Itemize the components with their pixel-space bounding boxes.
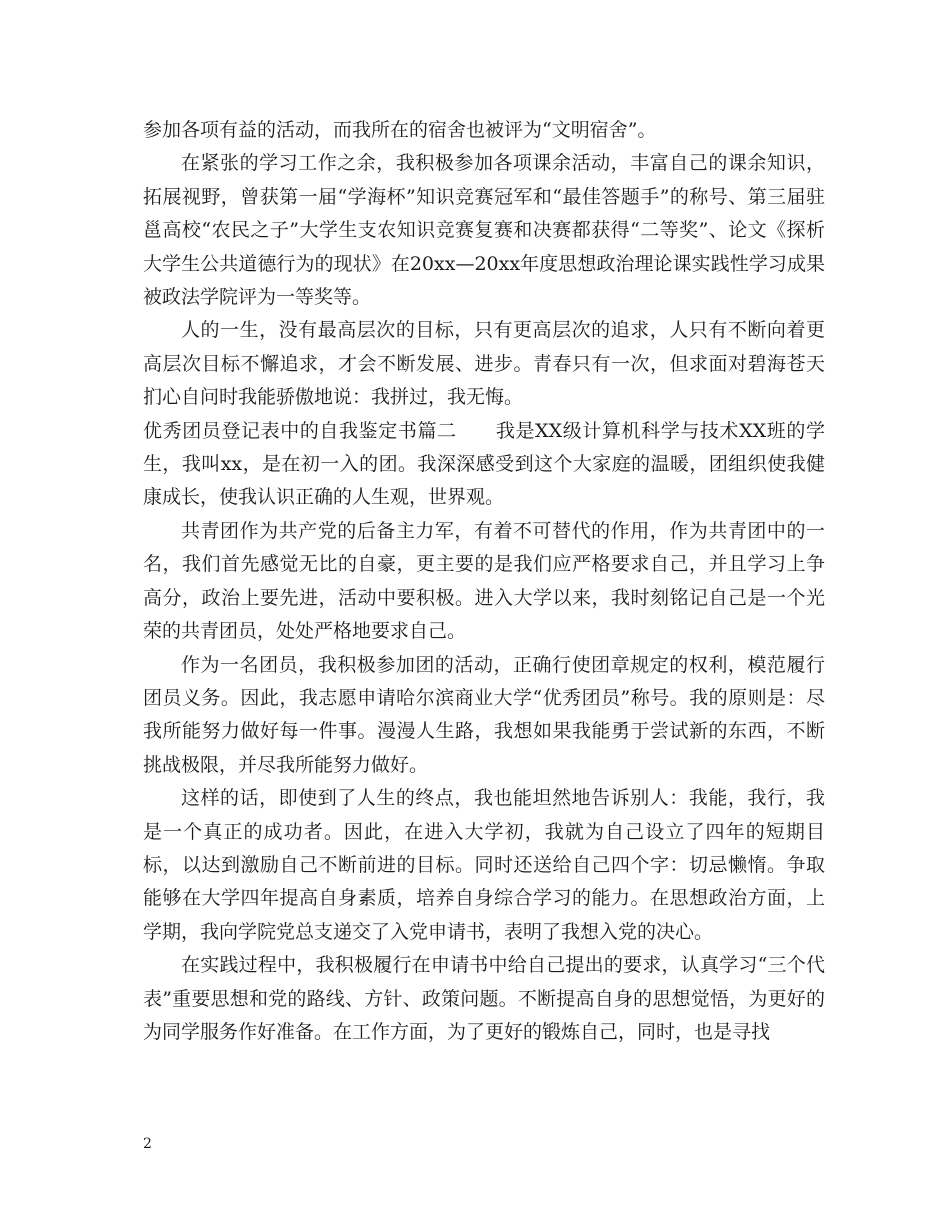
page-number: 2 [143,1136,152,1152]
paragraph-5: 共青团作为共产党的后备主力军，有着不可替代的作用，作为共青团中的一名，我们首先感觉无比的自豪，更主要的是我们应严格要求自己，并且学习上争高分，政治上要先进，活动中要积极。进入大学以来，我时刻铭记自己是一个光荣的共青团员，处处严格地要求自己。 [143,519,825,643]
paragraph-3: 人的一生，没有最高层次的目标，只有更高层次的追求，人只有不断向着更高层次目标不懈追求，才会不断发展、进步。青春只有一次，但求面对碧海苍天扪心自问时我能骄傲地说：我拼过，我无悔。 [143,319,825,409]
paragraph-4-section-heading: 优秀团员登记表中的自我鉴定书篇二 我是XX级计算机科学与技术XX班的学生，我叫xx，是在初一入的团。我深深感受到这个大家庭的温暖，团组织使我健康成长，使我认识正确的人生观，世界观。 [143,419,825,509]
paragraph-7: 这样的话，即使到了人生的终点，我也能坦然地告诉别人：我能，我行，我是一个真正的成功者。因此，在进入大学初，我就为自己设立了四年的短期目标，以达到激励自己不断前进的目标。同时还送给自己四个字：切忌懒惰。争取能够在大学四年提高自身素质，培养自身综合学习的能力。在思想政治方面，上学期，我向学院党总支递交了入党申请书，表明了我想入党的决心。 [143,787,825,943]
paragraph-2: 在紧张的学习工作之余，我积极参加各项课余活动，丰富自己的课余知识，拓展视野，曾获第一届“学海杯”知识竞赛冠军和“最佳答题手”的称号、第三届驻邕高校“农民之子”大学生支农知识竞赛复赛和决赛都获得“二等奖”、论文《探析大学生公共道德行为的现状》在20xx—20xx年度思想政治理论课实践性学习成果被政法学院评为一等奖等。 [143,152,825,309]
document-body [143,114,825,1049]
paragraph-1: 参加各项有益的活动，而我所在的宿舍也被评为“文明宿舍”。 [143,119,657,141]
paragraph-8: 在实践过程中，我积极履行在申请书中给自己提出的要求，认真学习“三个代表”重要思想和党的路线、方针、政策问题。不断提高自身的思想觉悟，为更好的为同学服务作好准备。在工作方面，为了更好的锻炼自己，同时，也是寻找 [143,954,825,1043]
paragraph-6: 作为一名团员，我积极参加团的活动，正确行使团章规定的权利，模范履行团员义务。因此，我志愿申请哈尔滨商业大学“优秀团员”称号。我的原则是：尽我所能努力做好每一件事。漫漫人生路，我想如果我能勇于尝试新的东西，不断挑战极限，并尽我所能努力做好。 [143,653,825,776]
